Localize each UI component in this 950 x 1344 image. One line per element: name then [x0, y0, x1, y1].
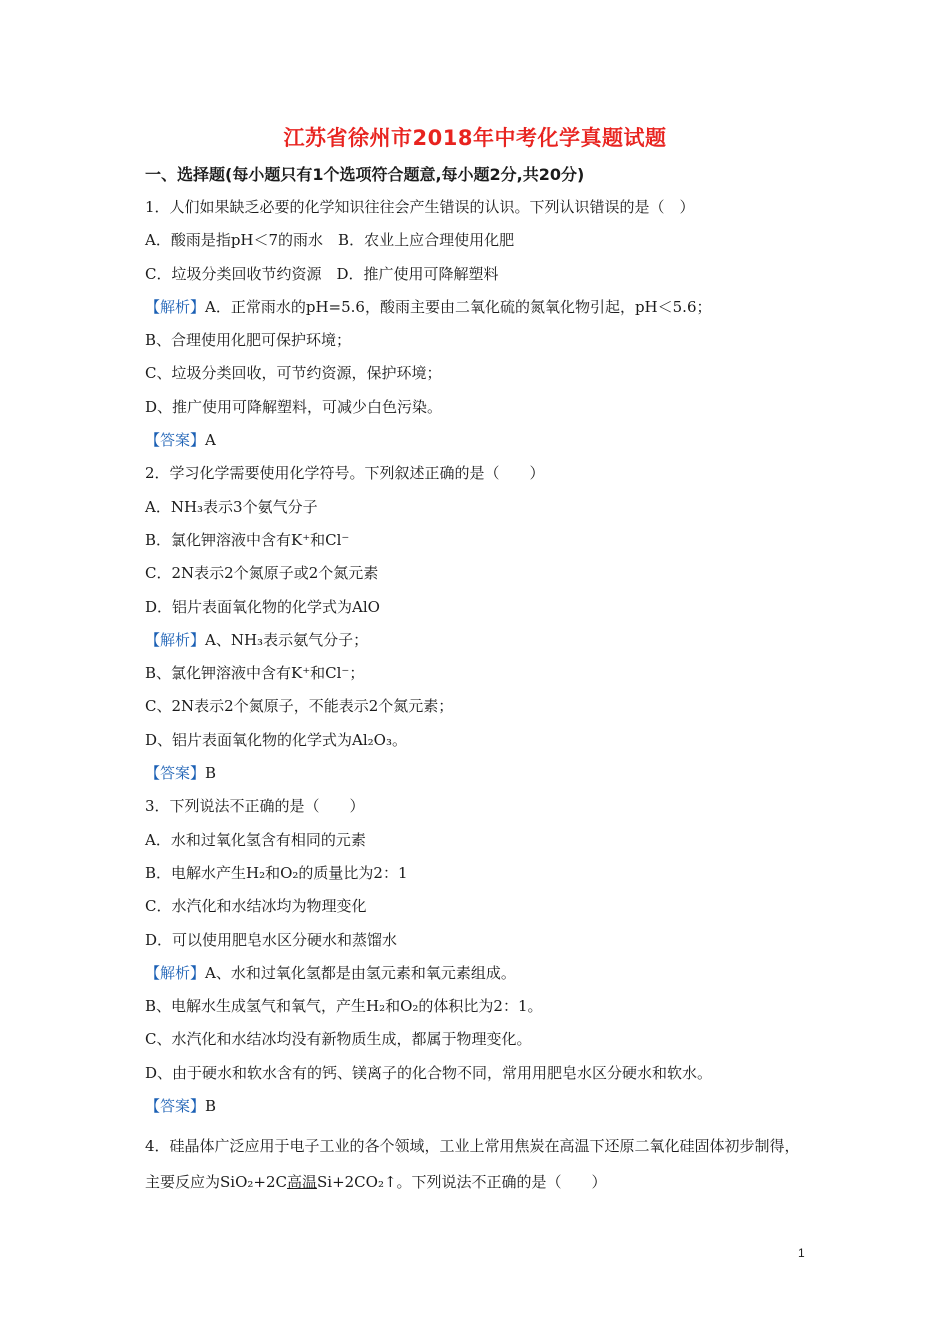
text-line — [145, 960, 825, 993]
analysis-label: 【解析】 — [145, 297, 206, 316]
text-line — [145, 827, 825, 860]
line-text: C．水汽化和水结冰均为物理变化 — [145, 897, 367, 916]
text-line — [145, 560, 825, 593]
line-text: C．垃圾分类回收节约资源 D．推广使用可降解塑料 — [145, 264, 499, 283]
text-line — [145, 893, 825, 926]
text-line — [145, 660, 825, 693]
text-line — [145, 693, 825, 726]
line-text: A、水和过氧化氢都是由氢元素和氧元素组成。 — [205, 963, 516, 982]
line-text: C．2N表示2个氮原子或2个氮元素 — [145, 564, 379, 583]
line-text: B — [205, 764, 217, 783]
question-4-text: 4．硅晶体广泛应用于电子工业的各个领域，工业上常用焦炭在高温下还原二氧化硅固体初步制得，主要反应为SiO₂+2C — [145, 1137, 800, 1191]
line-text: C、2N表示2个氮原子，不能表示2个氮元素； — [145, 697, 454, 716]
answer-label: 【答案】 — [145, 764, 206, 783]
text-line — [145, 1026, 825, 1059]
line-text: D．可以使用肥皂水区分硬水和蒸馏水 — [145, 930, 398, 949]
line-text: A．正常雨水的pH=5.6，酸雨主要由二氧化硫的氮氧化物引起，pH＜5.6； — [205, 297, 712, 316]
text-line — [145, 460, 825, 493]
reaction-condition: 高温 — [286, 1173, 317, 1191]
text-line — [145, 327, 825, 360]
page-title: 江苏省徐州市2018年中考化学真题试题 — [283, 126, 667, 150]
question-4 — [145, 1128, 810, 1200]
line-text: A．水和过氧化氢含有相同的元素 — [145, 830, 366, 849]
text-line — [145, 927, 825, 960]
line-text: A．酸雨是指pH＜7的雨水 B．农业上应合理使用化肥 — [145, 231, 515, 250]
line-text: 3．下列说法不正确的是（ ） — [145, 797, 365, 816]
line-text: B — [205, 1097, 217, 1116]
line-text: D、由于硬水和软水含有的钙、镁离子的化合物不同，常用用肥皂水区分硬水和软水。 — [145, 1063, 713, 1082]
text-line — [145, 527, 825, 560]
question-lines — [145, 194, 825, 1126]
text-line — [145, 727, 825, 760]
text-line — [145, 360, 825, 393]
section-heading: 一、选择题(每小题只有1个选项符合题意,每小题2分,共20分) — [145, 165, 585, 184]
line-text: B．电解水产生H₂和O₂的质量比为2：1 — [145, 863, 408, 882]
text-line — [145, 1060, 825, 1093]
text-line — [145, 760, 825, 793]
line-text: C、垃圾分类回收，可节约资源，保护环境； — [145, 364, 442, 383]
text-line — [145, 427, 825, 460]
page-number: 1 — [798, 1246, 805, 1260]
text-line — [145, 494, 825, 527]
line-text: A．NH₃表示3个氨气分子 — [145, 497, 318, 516]
text-line — [145, 294, 825, 327]
text-line — [145, 594, 825, 627]
answer-label: 【答案】 — [145, 1097, 206, 1116]
line-text: B、合理使用化肥可保护环境； — [145, 331, 352, 350]
line-text: 1．人们如果缺乏必要的化学知识往往会产生错误的认识。下列认识错误的是（ ） — [145, 198, 695, 216]
line-text: B、电解水生成氢气和氧气，产生H₂和O₂的体积比为2：1。 — [145, 997, 543, 1016]
text-line — [145, 993, 825, 1026]
text-line — [145, 860, 825, 893]
line-text: C、水汽化和水结冰均没有新物质生成，都属于物理变化。 — [145, 1030, 532, 1049]
text-line — [145, 793, 825, 826]
line-text: A — [205, 431, 216, 450]
line-text: A、NH₃表示氨气分子； — [205, 630, 369, 649]
analysis-label: 【解析】 — [145, 963, 206, 982]
line-text: B、氯化钾溶液中含有K⁺和Cl⁻； — [145, 664, 365, 683]
question-4-text-end: Si+2CO₂↑。下列说法不正确的是（ ） — [317, 1173, 607, 1191]
text-line — [145, 194, 825, 227]
line-text: B．氯化钾溶液中含有K⁺和Cl⁻ — [145, 530, 350, 549]
line-text: D、推广使用可降解塑料，可减少白色污染。 — [145, 397, 443, 416]
text-line — [145, 227, 825, 260]
text-line — [145, 261, 825, 294]
line-text: 2．学习化学需要使用化学符号。下列叙述正确的是（ ） — [145, 464, 545, 483]
text-line — [145, 394, 825, 427]
analysis-label: 【解析】 — [145, 630, 206, 649]
line-text: D．铝片表面氧化物的化学式为AlO — [145, 597, 380, 616]
line-text: D、铝片表面氧化物的化学式为Al₂O₃。 — [145, 730, 407, 749]
text-line — [145, 1093, 825, 1126]
answer-label: 【答案】 — [145, 431, 206, 450]
text-line — [145, 627, 825, 660]
